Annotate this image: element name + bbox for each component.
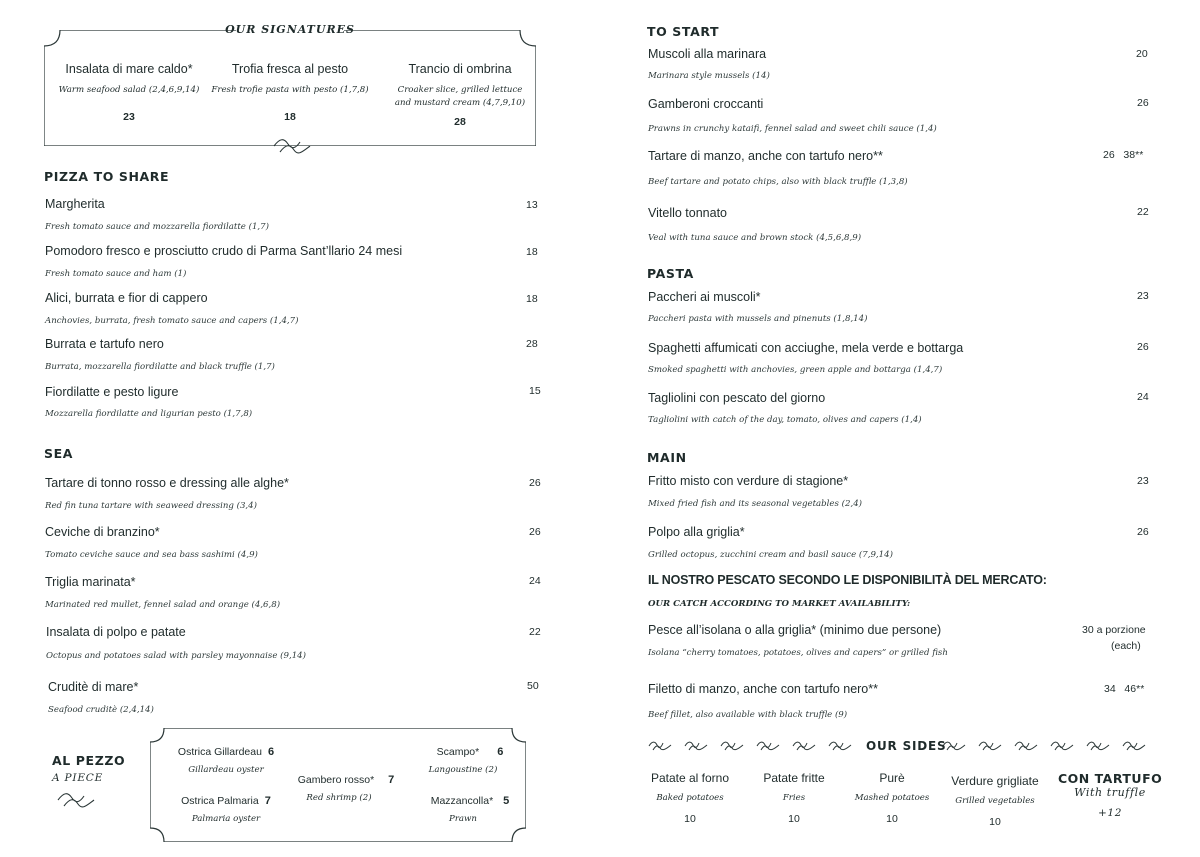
signature-name: Insalata di mare caldo* (65, 62, 193, 76)
truffle-name: CON TARTUFO (1058, 771, 1163, 786)
raw-item-price: 5 (503, 795, 510, 807)
dish-desc: Mixed fried fish and its seasonal vegetables (2,4) (648, 499, 863, 509)
dish-desc: Isolana “cherry tomatoes, potatoes, olives and capers” or grilled fish (648, 648, 948, 658)
dish-price: 26 (529, 526, 541, 538)
raw-item-name (414, 746, 526, 758)
wave-ornament-icon (1050, 740, 1074, 752)
side-item (940, 774, 1050, 828)
side-desc: Baked potatoes (656, 793, 724, 803)
wave-ornament-icon (720, 740, 744, 752)
dish-name: Polpo alla griglia* (648, 525, 745, 539)
signature-name: Trancio di ombrina (408, 62, 512, 76)
side-price: 10 (788, 813, 800, 825)
raw-item-label: Gambero rosso* (297, 774, 375, 786)
dish-price: 30 a porzione (1082, 624, 1146, 636)
wave-ornament-icon (792, 740, 816, 752)
section-title-sea: SEA (44, 446, 74, 461)
dish-name: Pomodoro fresco e prosciutto crudo di Parma Sant’llario 24 mesi (45, 244, 403, 258)
dish-desc: Tomato ceviche sauce and sea bass sashimi (4,9) (45, 550, 258, 560)
wave-ornament-icon (828, 740, 852, 752)
section-title-pasta: PASTA (647, 266, 694, 281)
signature-desc: Fresh trofie pasta with pesto (1,7,8) (211, 85, 369, 95)
raw-item-name (284, 774, 408, 786)
dish-name: Pesce all’isolana o alla griglia* (minimo due persone) (648, 623, 942, 637)
raw-item-desc: Red shrimp (2) (306, 793, 372, 803)
side-price: 10 (684, 813, 696, 825)
raw-item-label: Ostrica Palmaria (181, 795, 259, 807)
dish-price: 26 (529, 477, 541, 489)
dish-price: 23 (1137, 290, 1149, 302)
section-subtitle-catch: OUR CATCH ACCORDING TO MARKET AVAILABILITY: (648, 599, 911, 609)
section-title-to-start: TO START (647, 24, 720, 39)
dish-price: 26 (1137, 97, 1149, 109)
dish-name: Cruditè di mare* (48, 680, 139, 694)
dish-desc: Fresh tomato sauce and ham (1) (45, 269, 187, 279)
dish-price: 15 (529, 385, 541, 397)
section-subtitle-a-piece: A PIECE (52, 772, 104, 784)
section-title-sides: OUR SIDES (866, 739, 947, 753)
dish-desc: Beef tartare and potato chips, also with black truffle (1,3,8) (648, 177, 908, 187)
dish-name: Gamberoni croccanti (648, 97, 764, 111)
dish-desc: Grilled octopus, zucchini cream and basil sauce (7,9,14) (648, 550, 893, 560)
side-item-truffle (1058, 771, 1162, 819)
raw-item-desc: Gillardeau oyster (188, 765, 264, 775)
dish-price: 34 46** (1104, 683, 1145, 695)
dish-desc: Burrata, mozzarella fiordilatte and black truffle (1,7) (45, 362, 275, 372)
dish-price: 20 (1136, 48, 1148, 60)
raw-item-name (414, 795, 526, 807)
dish-desc: Beef fillet, also available with black truffle (9) (648, 710, 848, 720)
signature-item (46, 62, 212, 123)
dish-desc: Tagliolini with catch of the day, tomato, olives and capers (1,4) (648, 415, 922, 425)
signature-price: 23 (123, 111, 135, 123)
dish-name: Filetto di manzo, anche con tartufo nero** (648, 682, 878, 696)
raw-item (414, 746, 526, 775)
raw-item-label: Mazzancolla* (430, 795, 494, 807)
signatures-box (44, 23, 536, 146)
wave-ornament-icon (1122, 740, 1146, 752)
raw-item-name (164, 746, 288, 758)
dish-name: Tartare di manzo, anche con tartufo nero** (648, 149, 883, 163)
dish-name: Vitello tonnato (648, 206, 727, 220)
dish-price: 26 (1137, 526, 1149, 538)
section-title-main: MAIN (647, 450, 687, 465)
dish-desc: Marinara style mussels (14) (648, 71, 770, 81)
dish-name: Tartare di tonno rosso e dressing alle alghe* (45, 476, 289, 490)
dish-price-note: (each) (1111, 640, 1141, 652)
raw-item-price: 6 (267, 746, 275, 758)
dish-price: 13 (526, 199, 538, 211)
dish-name: Ceviche di branzino* (45, 525, 160, 539)
raw-item-desc: Prawn (449, 814, 477, 824)
side-desc: Mashed potatoes (854, 793, 930, 803)
signature-desc-line: and mustard cream (4,7,9,10) (394, 98, 526, 108)
raw-item (284, 774, 408, 803)
wave-ornament-icon (1086, 740, 1110, 752)
dish-name: Insalata di polpo e patate (46, 625, 186, 639)
side-name: Patate al forno (650, 771, 730, 785)
signatures-title: OUR SIGNATURES (225, 23, 355, 36)
dish-name: Burrata e tartufo nero (45, 337, 164, 351)
side-desc: Grilled vegetables (955, 796, 1035, 806)
side-desc: Fries (782, 793, 806, 803)
raw-item-label: Scampo* (436, 746, 480, 758)
dish-desc: Smoked spaghetti with anchovies, green apple and bottarga (1,4,7) (648, 365, 943, 375)
dish-price: 18 (526, 293, 538, 305)
wave-ornament-icon (648, 740, 672, 752)
raw-item-price: 7 (388, 774, 395, 786)
wave-ornament-icon (756, 740, 780, 752)
dish-desc: Fresh tomato sauce and mozzarella fiordilatte (1,7) (45, 222, 269, 232)
signature-item (374, 62, 546, 128)
dish-desc: Red fin tuna tartare with seaweed dressing (3,4) (45, 501, 257, 511)
dish-price: 18 (526, 246, 538, 258)
signature-price: 18 (284, 111, 296, 123)
dish-name: Fiordilatte e pesto ligure (45, 385, 179, 399)
dish-desc: Paccheri pasta with mussels and pinenuts (1,8,14) (648, 314, 868, 324)
wave-ornament-icon (56, 792, 96, 810)
dish-price: 50 (527, 680, 539, 692)
dish-name: Paccheri ai muscoli* (648, 290, 761, 304)
dish-desc: Anchovies, burrata, fresh tomato sauce and capers (1,4,7) (45, 316, 299, 326)
dish-desc: Mozzarella fiordilatte and ligurian pesto (1,7,8) (45, 409, 253, 419)
raw-item (164, 795, 288, 824)
side-item (744, 771, 844, 825)
wave-ornament-icon (1014, 740, 1038, 752)
side-item (640, 771, 740, 825)
section-title-al-pezzo: AL PEZZO (52, 753, 126, 768)
signature-name: Trofia fresca al pesto (231, 62, 349, 76)
dish-price: 22 (529, 626, 541, 638)
dish-name: Triglia marinata* (45, 575, 136, 589)
signature-item (210, 62, 370, 123)
dish-name: Spaghetti affumicati con acciughe, mela verde e bottarga (648, 341, 964, 355)
dish-name: Tagliolini con pescato del giorno (648, 391, 826, 405)
wave-ornament-icon (978, 740, 1002, 752)
dish-price: 26 (1137, 341, 1149, 353)
side-name: Verdure grigliate (951, 774, 1039, 788)
dish-name: Margherita (45, 197, 105, 211)
raw-item-desc: Palmaria oyster (191, 814, 261, 824)
dish-price: 28 (526, 338, 538, 350)
raw-item-desc: Langoustine (2) (428, 765, 498, 775)
dish-desc: Prawns in crunchy kataifi, fennel salad and sweet chili sauce (1,4) (648, 124, 937, 134)
left-page (0, 0, 580, 857)
section-title-pizza: PIZZA TO SHARE (44, 169, 170, 184)
section-title-catch: IL NOSTRO PESCATO SECONDO LE DISPONIBILITÀ DEL MERCATO: (648, 573, 1047, 587)
raw-item (164, 746, 288, 775)
signature-price: 28 (454, 116, 466, 128)
wave-ornament-icon (272, 138, 312, 156)
dish-desc: Marinated red mullet, fennel salad and orange (4,6,8) (45, 600, 281, 610)
signature-desc (374, 84, 546, 110)
raw-item-price: 7 (264, 795, 271, 807)
dish-price: 24 (1137, 391, 1149, 403)
dish-desc: Octopus and potatoes salad with parsley mayonnaise (9,14) (46, 651, 306, 661)
dish-price: 26 38** (1103, 149, 1144, 161)
truffle-price: +12 (1098, 807, 1122, 819)
dish-name: Alici, burrata e fior di cappero (45, 291, 208, 305)
dish-price: 22 (1137, 206, 1149, 218)
side-price: 10 (886, 813, 898, 825)
side-price: 10 (989, 816, 1001, 828)
dish-desc: Seafood cruditè (2,4,14) (48, 705, 154, 715)
signature-desc-line: Croaker slice, grilled lettuce (397, 85, 523, 95)
dish-name: Fritto misto con verdure di stagione* (648, 474, 849, 488)
side-name: Patate fritte (763, 771, 825, 785)
raw-item (414, 795, 526, 824)
raw-item-label: Ostrica Gillardeau (177, 746, 262, 758)
dish-desc: Veal with tuna sauce and brown stock (4,5,6,8,9) (648, 233, 862, 243)
raw-bar-box (150, 728, 526, 842)
raw-item-name (164, 795, 288, 807)
raw-item-price: 6 (497, 746, 504, 758)
dish-price: 24 (529, 575, 541, 587)
side-name: Purè (879, 771, 905, 785)
truffle-sub: With truffle (1074, 786, 1146, 799)
dish-name: Muscoli alla marinara (648, 47, 767, 61)
wave-ornament-icon (684, 740, 708, 752)
signature-desc: Warm seafood salad (2,4,6,9,14) (58, 85, 200, 95)
dish-price: 23 (1137, 475, 1149, 487)
side-item (842, 771, 942, 825)
